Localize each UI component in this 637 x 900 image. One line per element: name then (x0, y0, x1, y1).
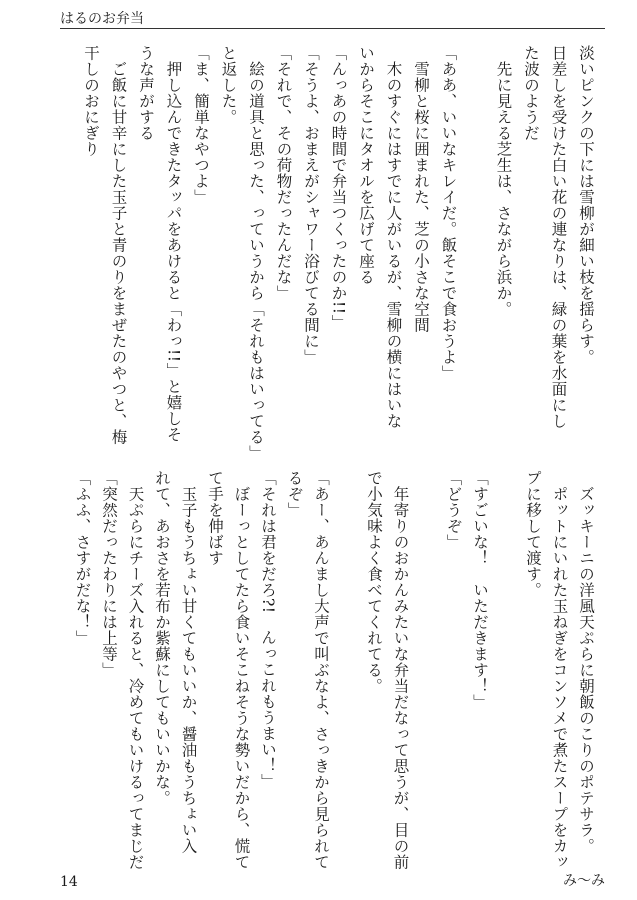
author-name: み〜み (563, 873, 605, 889)
text-column: 天ぷらにチーズ入れると、冷めてもいけるってまじだ (126, 470, 145, 870)
text-column: プに移して渡す。 (524, 470, 542, 598)
text-column: いからそこにタオルを広げて座る (357, 45, 375, 285)
text-column: 「どうぞ」 (444, 470, 463, 550)
text-column: 「それは君をだろ?! んっこれもうまい！」 (259, 470, 277, 790)
text-column: 干しのおにぎり (82, 45, 100, 157)
page-number: 14 (60, 874, 78, 890)
upper-text-block (60, 45, 605, 461)
text-column: 玉子もうちょい甘くてもいいか、醤油もうちょい入 (179, 470, 198, 854)
text-column: 年寄りのおかんみたいな弁当だなって思うが、目の前 (391, 470, 410, 870)
text-column: 日差しを受けた白い花の連なりは、緑の葉を水面にし (549, 45, 568, 429)
text-column: ご飯に甘辛にした玉子と青のりをまぜたのやつと、梅 (109, 45, 128, 445)
text-column: ポットにいれた玉ねぎをコンソメで煮たスープをカッ (550, 470, 569, 870)
header-rule (60, 28, 605, 29)
text-column: 「んっあの時間で弁当つくったのか!!」 (329, 45, 348, 331)
text-column: 雪柳と桜に囲まれた、芝の小さな空間 (412, 45, 430, 333)
text-column: 「ふふ、さすがだな！」 (73, 470, 92, 646)
text-column: 「ああ、いいなキレイだ。飯そこで食おうよ」 (439, 45, 458, 381)
lower-text-block (60, 470, 605, 870)
text-column: 先に見える芝生は、さながら浜か。 (494, 45, 513, 317)
text-column: ズッキーニの洋風天ぷらに朝飯のこりのポテサラ。 (577, 470, 595, 854)
text-column: で小気味よく食べてくれてる。 (365, 470, 383, 694)
text-column: と返した。 (219, 45, 238, 125)
running-header: はるのお弁当 (60, 11, 144, 27)
text-column: うな声がする (137, 45, 155, 141)
text-column: 淡いピンクの下には雪柳が細い枝を揺らす。 (577, 45, 595, 365)
text-column: て手を伸ばす (206, 470, 224, 566)
text-column: るぞ」 (285, 470, 304, 518)
text-column: 押し込んできたタッパをあけると「わっ!!」と嬉しそ (164, 45, 183, 443)
text-column: 「あー、あんまし大声で叫ぶなよ、さっきから見られて (312, 470, 330, 870)
text-column: 「突然だったわりには上等」 (100, 470, 118, 678)
text-column: 絵の道具と思った、っていうから「それもはいってる」 (247, 45, 265, 461)
text-column: 「すごいな！ いただきます！」 (471, 470, 489, 710)
text-column: 「ま、簡単なやつよ」 (192, 45, 210, 205)
text-column: 「それで、その荷物だったんだな」 (274, 45, 293, 301)
text-column: 木のすぐにはすでに人がいるが、雪柳の横にはいな (384, 45, 403, 429)
text-column: れて、あおさを若布か紫蘇にしてもいいかな。 (153, 470, 171, 806)
text-column: 「そうよ、おまえがシャワー浴びてる間に」 (302, 45, 320, 365)
text-column: ぼーっとしてたら食いそこねそうな勢いだから、慌て (232, 470, 251, 870)
text-column: た波のようだ (522, 45, 540, 141)
